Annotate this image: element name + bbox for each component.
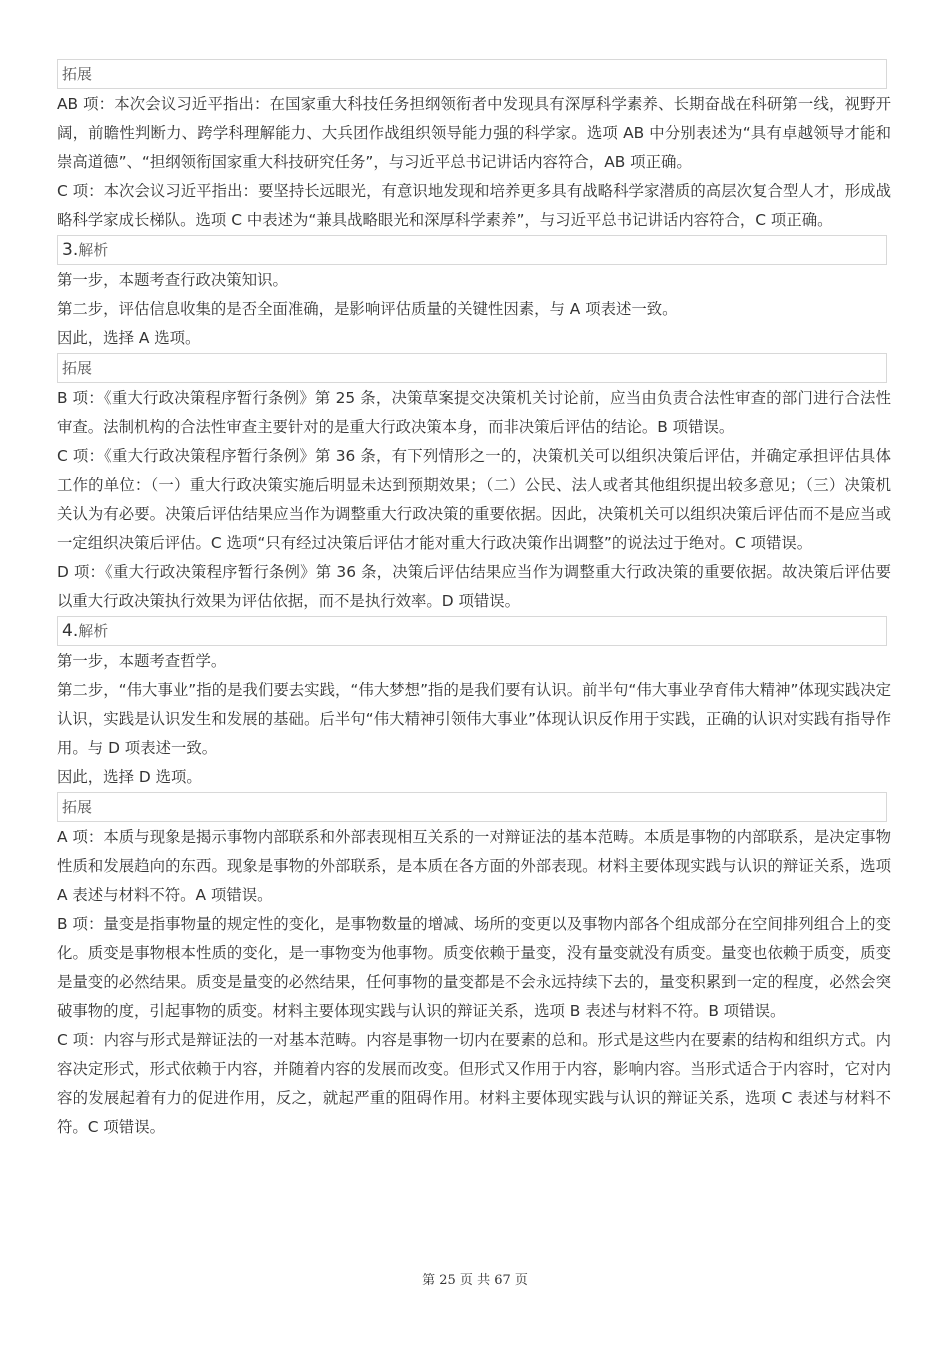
section-number: 4. [62,621,79,641]
section-label: 拓展 [62,798,93,816]
section-label: 解析 [78,622,109,640]
paragraph: AB 项：本次会议习近平指出：在国家重大科技任务担纲领衔者中发现具有深厚科学素养、长期奋战在科研第一线，视野开阔，前瞻性判断力、跨学科理解能力、大兵团作战组织领导能力强的科学家。选项 AB 中分别表述为“具有卓越领导才能和崇高道德”、“担纲领衔国家重大科技研究任务”，与习近平总书记讲话内容符合，AB 项正确。 [57,95,891,171]
paragraph: 因此，选择 A 选项。 [57,329,201,347]
paragraph: 第二步，“伟大事业”指的是我们要去实践，“伟大梦想”指的是我们要有认识。前半句“伟大事业孕育伟大精神”体现实践决定认识，实践是认识发生和发展的基础。后半句“伟大精神引领伟大事业”体现认识反作用于实践，正确的认识对实践有指导作用。与 D 项表述一致。 [57,681,891,757]
section-header-extension [57,59,887,89]
section-number: 3. [62,240,79,260]
document-body [57,59,891,1142]
paragraph: 因此，选择 D 选项。 [57,768,202,786]
section-label: 拓展 [62,65,93,83]
paragraph: A 项：本质与现象是揭示事物内部联系和外部表现相互关系的一对辩证法的基本范畴。本质是事物的内部联系，是决定事物性质和发展趋向的东西。现象是事物的外部联系，是本质在各方面的外部表现。材料主要体现实践与认识的辩证关系，选项 A 表述与材料不符。A 项错误。 [57,828,891,904]
paragraph: 第一步，本题考查行政决策知识。 [57,271,288,289]
section-header-extension [57,792,887,822]
paragraph: B 项：《重大行政决策程序暂行条例》第 25 条，决策草案提交决策机关讨论前，应当由负责合法性审查的部门进行合法性审查。法制机构的合法性审查主要针对的是重大行政决策本身，而非决策后评估的结论。B 项错误。 [57,389,891,436]
section-header-analysis [57,235,887,265]
section-label: 解析 [78,241,109,259]
paragraph: 第二步，评估信息收集的是否全面准确，是影响评估质量的关键性因素，与 A 项表述一致。 [57,300,678,318]
section-header-analysis [57,616,887,646]
paragraph: D 项：《重大行政决策程序暂行条例》第 36 条，决策后评估结果应当作为调整重大行政决策的重要依据。故决策后评估要以重大行政决策执行效果为评估依据，而不是执行效率。D 项错误。 [57,563,891,610]
section-header-extension [57,353,887,383]
paragraph: C 项：本次会议习近平指出：要坚持长远眼光，有意识地发现和培养更多具有战略科学家潜质的高层次复合型人才，形成战略科学家成长梯队。选项 C 中表述为“兼具战略眼光和深厚科学素养”，与习近平总书记讲话内容符合，C 项正确。 [57,182,891,229]
paragraph: C 项：内容与形式是辩证法的一对基本范畴。内容是事物一切内在要素的总和。形式是这些内在要素的结构和组织方式。内容决定形式，形式依赖于内容，并随着内容的发展而改变。但形式又作用于内容，影响内容。当形式适合于内容时，它对内容的发展起着有力的促进作用，反之，就起严重的阻碍作用。材料主要体现实践与认识的辩证关系，选项 C 表述与材料不符。C 项错误。 [57,1031,891,1136]
paragraph: C 项：《重大行政决策程序暂行条例》第 36 条，有下列情形之一的，决策机关可以组织决策后评估，并确定承担评估具体工作的单位：（一）重大行政决策实施后明显未达到预期效果；（二）公民、法人或者其他组织提出较多意见；（三）决策机关认为有必要。决策后评估结果应当作为调整重大行政决策的重要依据。因此，决策机关可以组织决策后评估而不是应当或一定组织决策后评估。C 选项“只有经过决策后评估才能对重大行政决策作出调整”的说法过于绝对。C 项错误。 [57,447,891,552]
paragraph: 第一步，本题考查哲学。 [57,652,227,670]
section-label: 拓展 [62,359,93,377]
page-footer: 第 25 页 共 67 页 [422,1273,528,1288]
paragraph: B 项：量变是指事物量的规定性的变化，是事物数量的增减、场所的变更以及事物内部各个组成部分在空间排列组合上的变化。质变是事物根本性质的变化，是一事物变为他事物。质变依赖于量变，没有量变就没有质变。量变也依赖于质变，质变是量变的必然结果。质变是量变的必然结果，任何事物的量变都是不会永远持续下去的，量变积累到一定的程度，必然会突破事物的度，引起事物的质变。材料主要体现实践与认识的辩证关系，选项 B 表述与材料不符。B 项错误。 [57,915,891,1020]
